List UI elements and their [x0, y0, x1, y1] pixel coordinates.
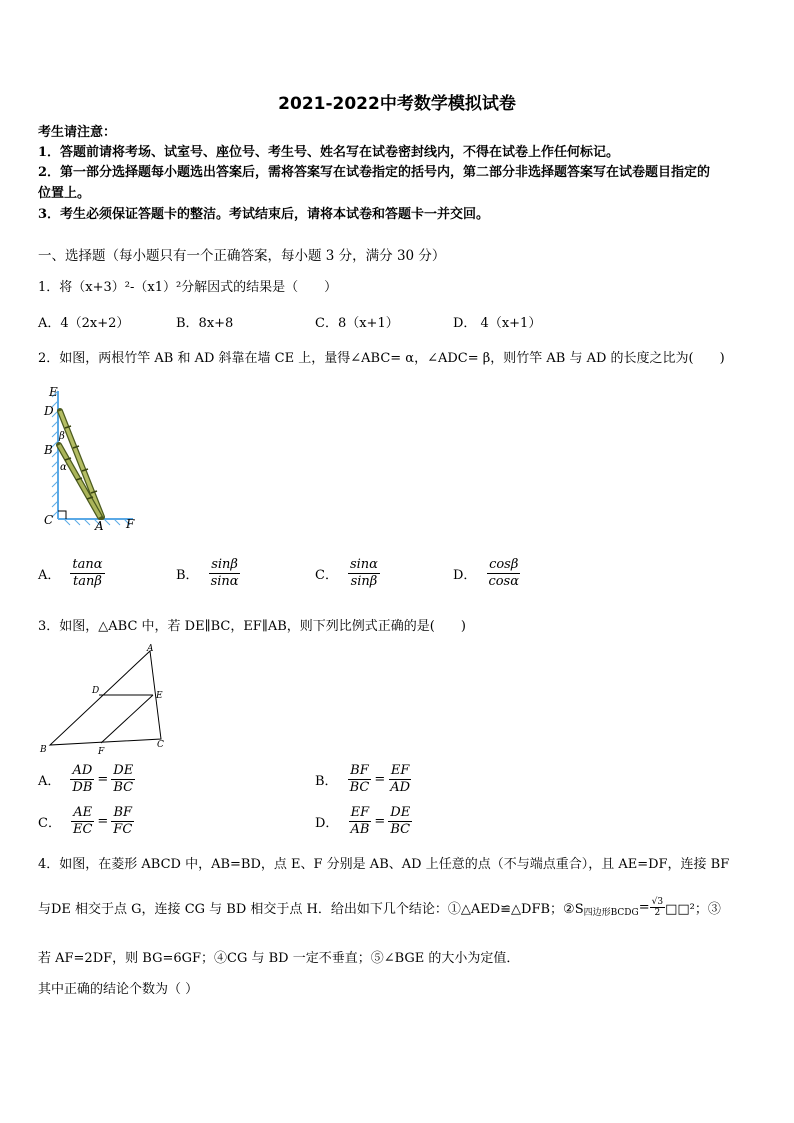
svg-text:E: E [156, 691, 163, 701]
q3-stem: 3．如图，△ABC 中，若 DE∥BC，EF∥AB，则下列比例式正确的是( ) [38, 619, 466, 634]
label-B: B [44, 443, 53, 457]
label-D: D [44, 404, 54, 418]
q1-stem: 1．将（x+3）²-（x1）²分解因式的结果是（ ） [38, 280, 338, 295]
q4-line-3: 若 AF=2DF，则 BG=6GF；④CG 与 BD 一定不垂直；⑤∠BGE 的大小为定值． [38, 951, 520, 966]
q3-option-a: A． $\frac{AD}{DB}$ = $\frac{DE}{BC}$ [38, 763, 134, 795]
svg-text:B: B [40, 745, 47, 755]
svg-text:F: F [98, 747, 105, 757]
label-F: F [126, 517, 135, 531]
q1-option-d: D． 4（x+1） [453, 316, 542, 331]
page-title: 2021-2022中考数学模拟试卷 [278, 94, 516, 114]
section-heading: 一、选择题（每小题只有一个正确答案，每小题 3 分，满分 30 分） [38, 248, 446, 264]
notice-heading: 考生请注意： [38, 125, 117, 140]
q3-option-b: B． $\frac{BF}{BC}$ = $\frac{EF}{AD}$ [315, 763, 411, 795]
label-E: E [49, 385, 58, 399]
label-C: C [44, 513, 54, 527]
notice-item-3: 3．考生必须保证答题卡的整洁。考试结束后，请将本试卷和答题卡一并交回。 [38, 207, 490, 222]
q1-option-a: A．4（2x+2） [38, 316, 130, 331]
q2-figure [38, 383, 143, 533]
q2-option-a: A． $\frac{\tan\alpha}{\tan\beta}$ [38, 557, 103, 589]
q3-option-d: D． $\frac{EF}{AB}$ = $\frac{DE}{BC}$ [315, 805, 411, 837]
q2-option-d: D． $\frac{\cos\beta}{\cos\alpha}$ [453, 557, 519, 589]
q1-option-c: C．8（x+1） [315, 316, 399, 331]
notice-item-2-cont: 位置上。 [38, 186, 91, 201]
q2-stem: 2．如图，两根竹竿 AB 和 AD 斜靠在墙 CE 上，量得∠ABC= α，∠ADC= β，则竹竿 AB 与 AD 的长度之比为( ) [38, 351, 725, 366]
svg-text:A: A [147, 644, 154, 654]
q2-option-c: C． $\frac{\sin\alpha}{\sin\beta}$ [315, 557, 378, 589]
label-A: A [95, 519, 104, 533]
notice-item-2: 2．第一部分选择题每小题选出答案后，需将答案写在试卷指定的括号内，第二部分非选择题答案写在试卷题目指定的 [38, 165, 711, 180]
q1-option-b: B．8x+8 [176, 316, 234, 331]
label-alpha: α [60, 462, 67, 473]
svg-text:D: D [92, 686, 100, 696]
q3-figure [38, 640, 173, 760]
q4-line-2: 与DE 相交于点 G，连接 CG 与 BD 相交于点 H．给出如下几个结论：①△AED≌△DFB；②S 四边形BCDG = $\frac{√3}{2}$ □□²；③ [38, 897, 721, 918]
q2-option-b: B． $\frac{\sin\beta}{\sin\alpha}$ [176, 557, 239, 589]
q4-line-4: 其中正确的结论个数为（ ） [38, 982, 199, 997]
q4-line-1: 4．如图，在菱形 ABCD 中，AB=BD，点 E、F 分别是 AB、AD 上任意的点（不与端点重合），且 AE=DF，连接 BF [38, 857, 730, 872]
q3-option-c: C． $\frac{AE}{EC}$ = $\frac{BF}{FC}$ [38, 805, 133, 837]
svg-text:C: C [157, 740, 164, 750]
notice-item-1: 1．答题前请将考场、试室号、座位号、考生号、姓名写在试卷密封线内，不得在试卷上作任何标记。 [38, 145, 620, 160]
label-beta: β [59, 431, 65, 442]
